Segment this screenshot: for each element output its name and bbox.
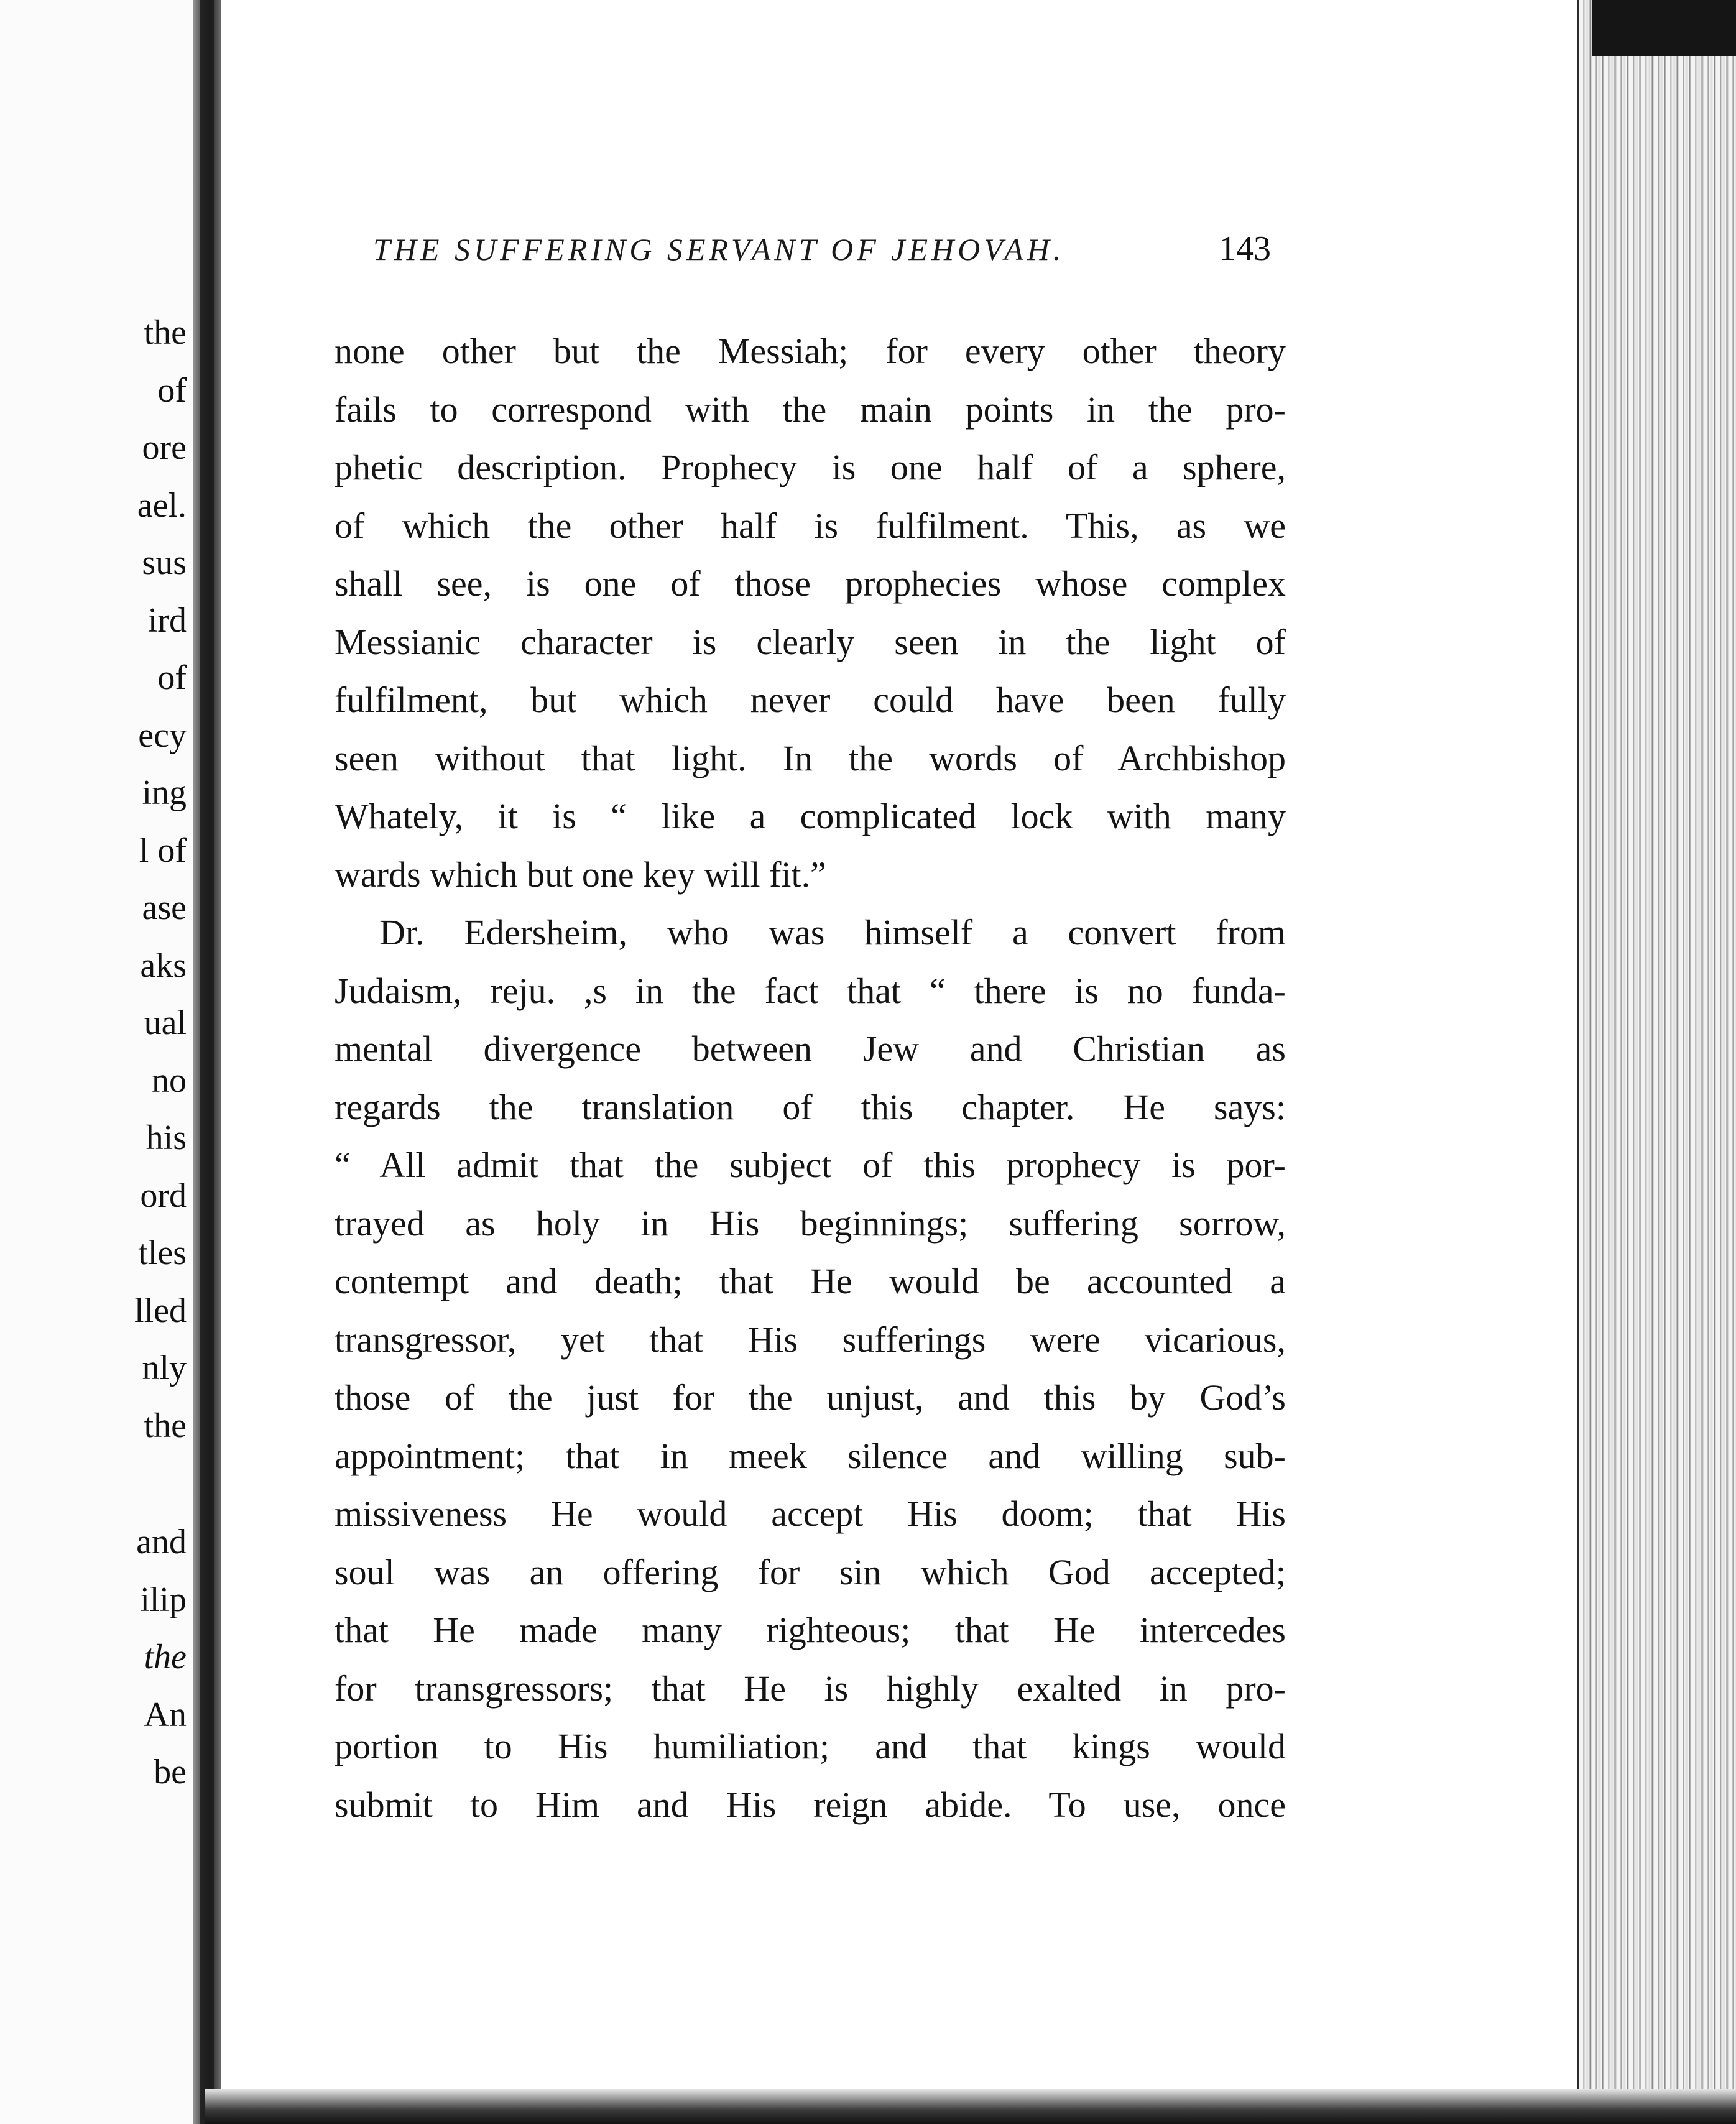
text-line: Whately, it is “ like a complicated lock with many <box>335 796 1286 836</box>
text-line: trayed as holy in His beginnings; suffering sorrow, <box>335 1203 1286 1244</box>
facing-page-fragment: the <box>144 313 187 352</box>
paragraph-start-line: Dr. Edersheim, who was himself a convert from <box>379 912 1286 953</box>
running-title: THE SUFFERING SERVANT OF JEHOVAH. <box>373 232 1065 267</box>
facing-page-fragment: sus <box>142 543 187 582</box>
text-line: seen without that light. In the words of Archbishop <box>335 737 1286 778</box>
facing-page-fragment: nly <box>142 1349 187 1387</box>
facing-page-text-fragments <box>0 0 187 2124</box>
text-line: transgressor, yet that His sufferings were vicarious, <box>335 1319 1286 1360</box>
facing-page-fragment: ore <box>142 428 187 467</box>
text-line: mental divergence between Jew and Christian as <box>335 1028 1286 1069</box>
stacked-page-edges <box>1579 0 1736 2124</box>
facing-page-fragment: the <box>144 1406 187 1445</box>
facing-page-fragment: ord <box>140 1176 187 1215</box>
text-line: for transgressors; that He is highly exalted in pro- <box>335 1668 1286 1709</box>
facing-page-fragment: ilip <box>140 1581 187 1619</box>
gutter-shadow <box>200 0 214 2124</box>
text-line: contempt and death; that He would be accounted a <box>335 1261 1286 1301</box>
text-line: regards the translation of this chapter. He says: <box>335 1086 1286 1127</box>
text-line: appointment; that in meek silence and willing sub- <box>335 1435 1286 1476</box>
facing-page-fragment: ael. <box>137 486 187 525</box>
bottom-scan-border <box>205 2089 1736 2124</box>
text-line: submit to Him and His reign abide. To use, once <box>335 1784 1286 1825</box>
facing-page-fragment: ecy <box>138 716 187 755</box>
facing-page-fragment: tles <box>138 1234 187 1272</box>
facing-page-fragment: no <box>152 1061 187 1100</box>
text-line: that He made many righteous; that He intercedes <box>335 1610 1286 1650</box>
facing-page-fragment: of <box>157 371 187 410</box>
page-number: 143 <box>1219 229 1271 268</box>
facing-page-fragment: An <box>144 1696 187 1734</box>
facing-page-fragment: and <box>136 1523 187 1561</box>
text-line: of which the other half is fulfilment. This, as we <box>335 505 1286 546</box>
facing-page-fragment: aks <box>140 946 187 985</box>
page-edge-shadow <box>1592 0 1736 56</box>
text-line: none other but the Messiah; for every other theory <box>335 331 1286 371</box>
text-line: Judaism, reju. ,s in the fact that “ there is no funda- <box>335 970 1286 1011</box>
body-text <box>335 322 1286 1834</box>
facing-page-fragment: ird <box>147 601 187 640</box>
facing-page-fragment: l of <box>139 831 187 870</box>
facing-page-fragment: his <box>145 1119 187 1157</box>
facing-page-fragment: ual <box>144 1004 187 1042</box>
text-line: wards which but one key will fit.” <box>335 854 826 895</box>
text-line: portion to His humiliation; and that kings would <box>335 1726 1286 1766</box>
text-line: Messianic character is clearly seen in the light of <box>335 621 1286 662</box>
facing-page-fragment: be <box>154 1753 187 1791</box>
facing-page-fragment: ing <box>142 773 187 812</box>
text-line: shall see, is one of those prophecies whose complex <box>335 563 1286 604</box>
facing-page-fragment: of <box>157 658 187 697</box>
facing-page-fragment: the <box>144 1638 187 1676</box>
facing-page-fragment: ase <box>142 889 187 927</box>
text-line: fulfilment, but which never could have been fully <box>335 680 1286 720</box>
text-line: soul was an offering for sin which God accepted; <box>335 1551 1286 1592</box>
text-line: phetic description. Prophecy is one half of a sphere, <box>335 447 1286 487</box>
facing-page-fragment: lled <box>134 1291 187 1330</box>
text-line: those of the just for the unjust, and this by God’s <box>335 1377 1286 1418</box>
text-line: fails to correspond with the main points in the pro- <box>335 389 1286 430</box>
text-line: missiveness He would accept His doom; that His <box>335 1494 1286 1534</box>
text-line: “ All admit that the subject of this prophecy is por- <box>335 1145 1286 1185</box>
